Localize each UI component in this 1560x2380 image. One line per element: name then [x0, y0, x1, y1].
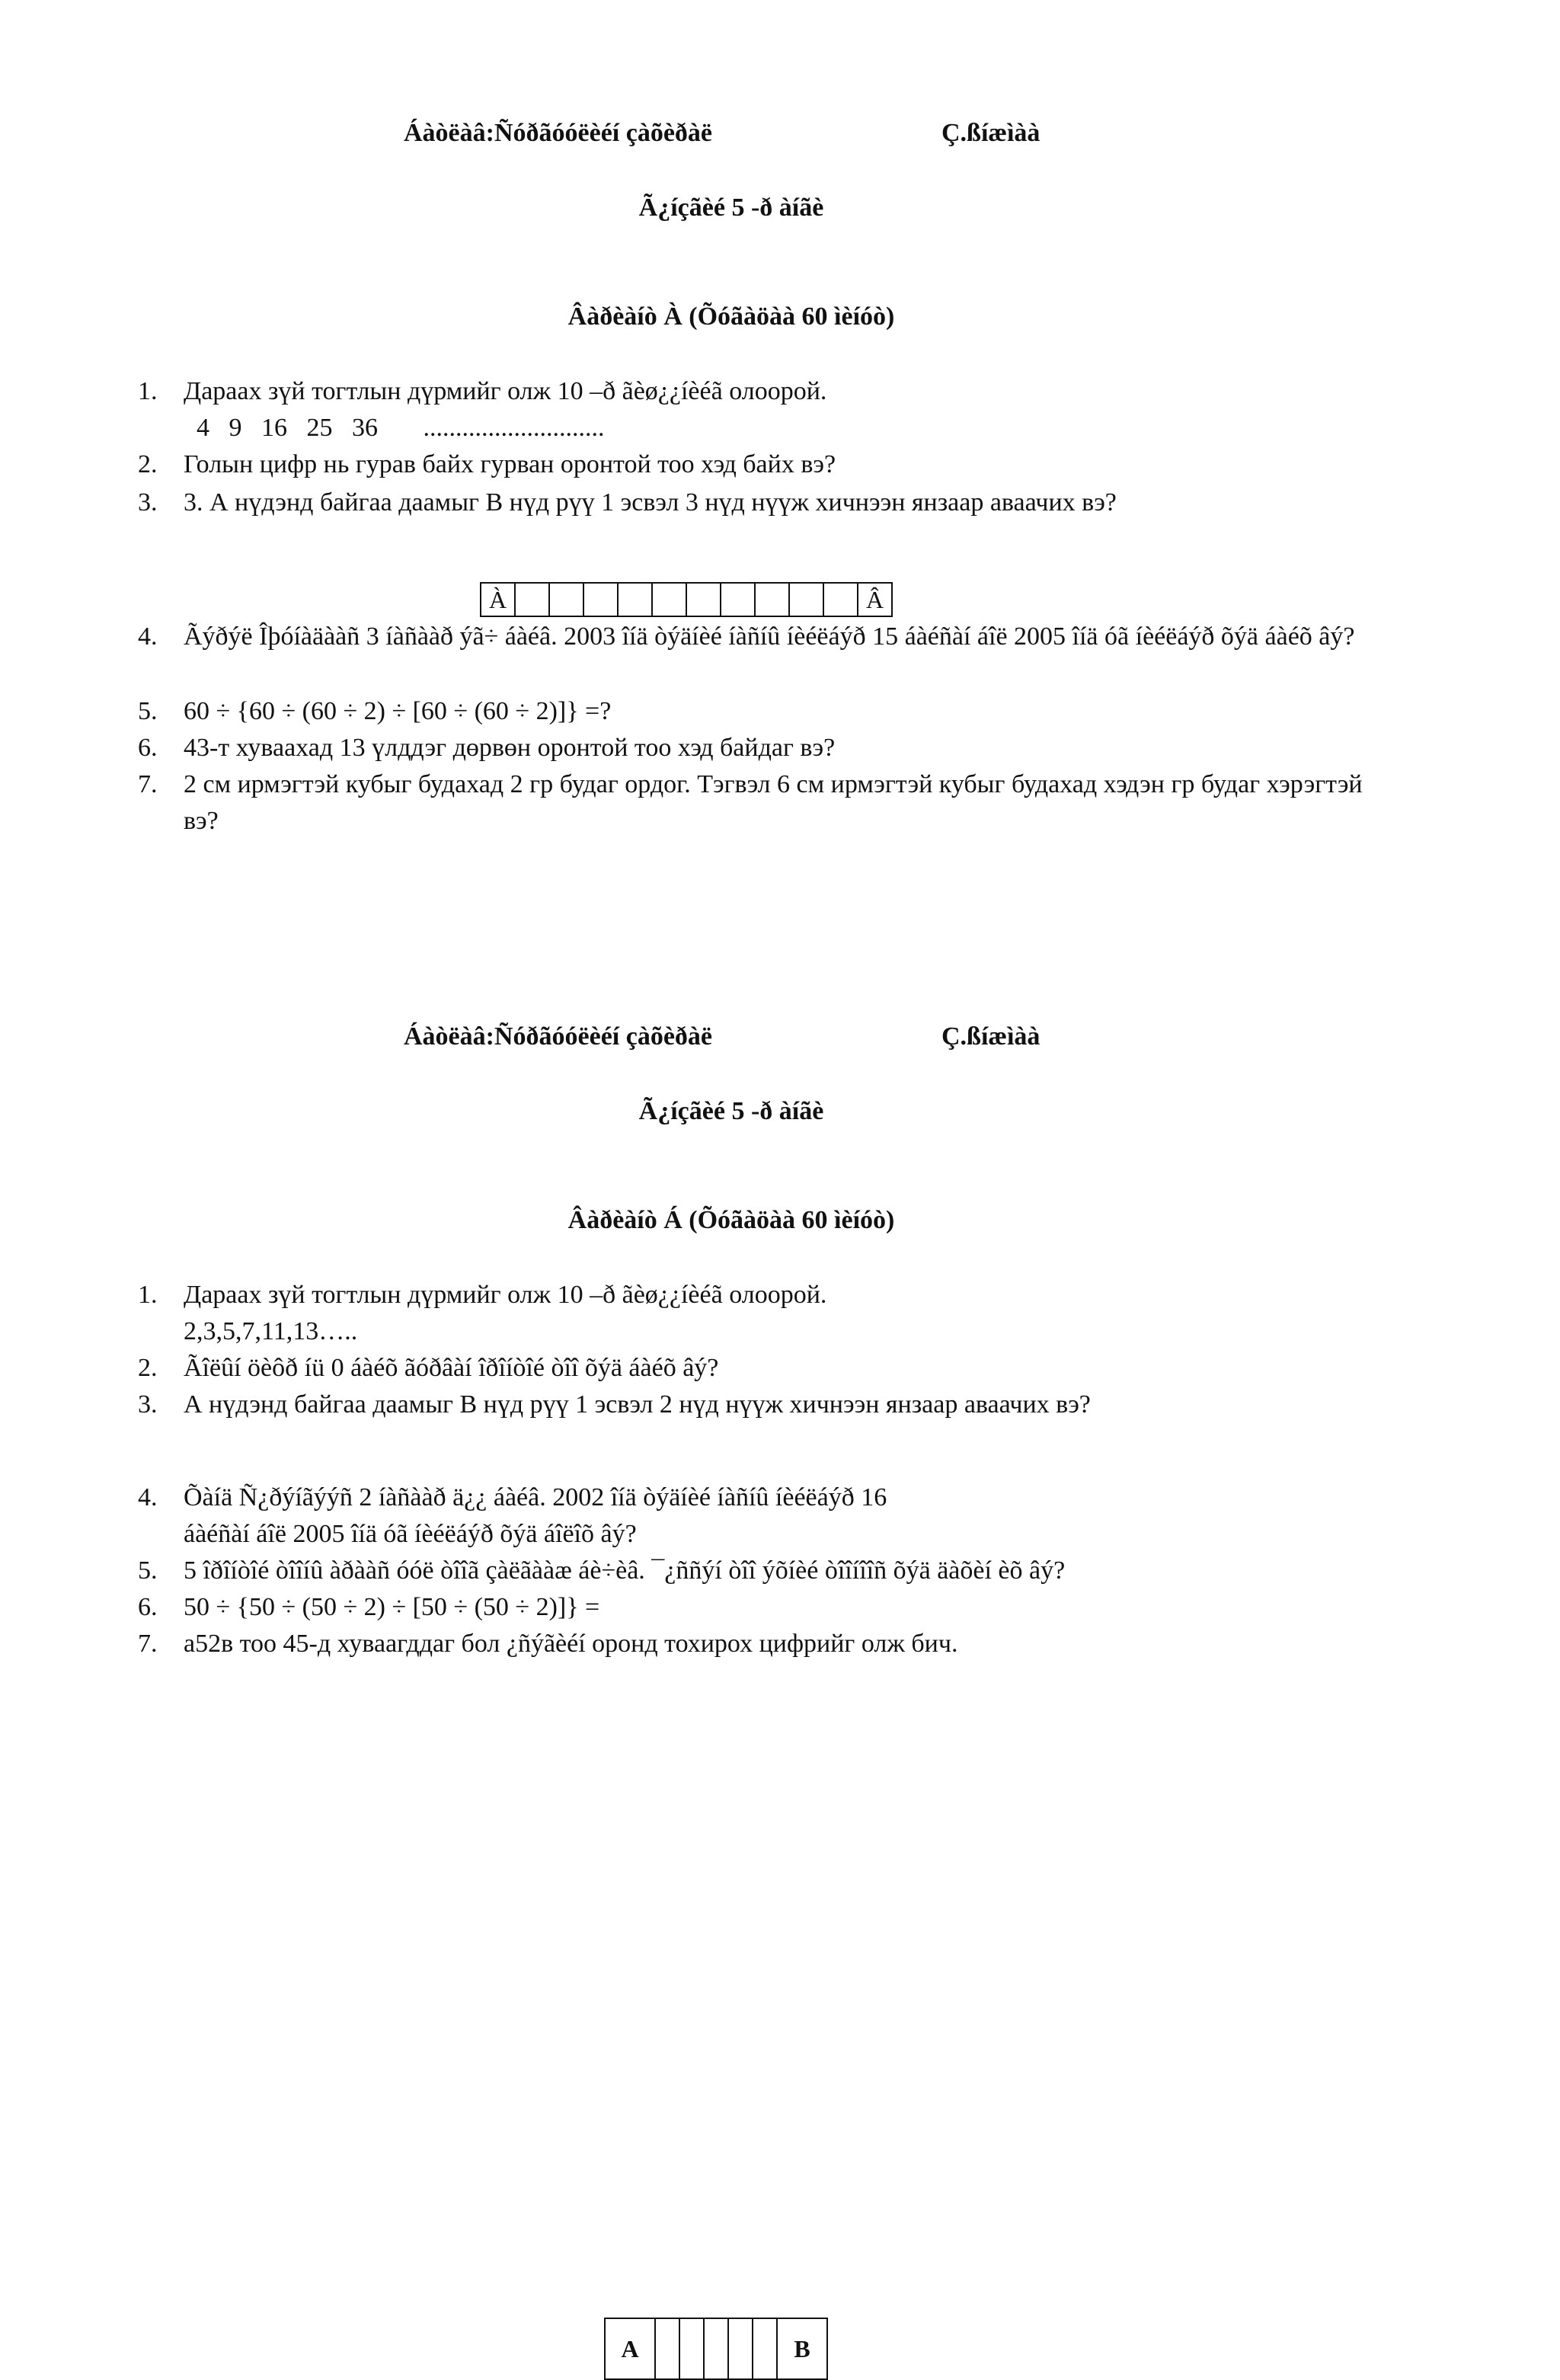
board-cell: [583, 583, 618, 616]
board-cell: [789, 583, 823, 616]
author-name: Ç.ßíæìàà: [941, 119, 1041, 147]
grade-heading: Ã¿íçãèé 5 -ð àíãè: [638, 194, 824, 222]
board-cell-start: A: [605, 2318, 655, 2379]
board-cell: [655, 2318, 679, 2379]
checker-board: [480, 582, 893, 617]
board-cell: [728, 2318, 753, 2379]
number-sequence: 4 9 16 25 36 ............................: [184, 414, 605, 442]
question-number: 1.: [138, 377, 158, 405]
question-number: 5.: [138, 697, 158, 725]
question-number: 3.: [138, 1390, 158, 1419]
question-text: Дараах зүй тогтлын дүрмийг олж 10 –ð ãèø¿¿íèéã олоорой.: [184, 377, 827, 405]
question-text: Õàíä Ñ¿ðýíãýýñ 2 íàñààð ä¿¿ áàéâ. 2002 îíä òýäíèé íàñíû íèéëáýð 16: [184, 1483, 887, 1511]
number-sequence: 2,3,5,7,11,13…..: [184, 1317, 358, 1345]
question-text: 2 см ирмэгтэй кубыг будахад 2 гр будаг ордог. Тэгвэл 6 см ирмэгтэй кубыг будахад хэдэн гр будаг хэрэгтэй вэ?: [184, 770, 1363, 835]
question-number: 7.: [138, 1630, 158, 1658]
board-cell: [652, 583, 686, 616]
checker-board: [604, 2318, 828, 2380]
board-cell: [823, 583, 858, 616]
question-text: 60 ÷ {60 ÷ (60 ÷ 2) ÷ [60 ÷ (60 ÷ 2)]} =?: [184, 697, 612, 725]
question-number: 4.: [138, 622, 158, 651]
school-heading: Áàòëàâ:Ñóðãóóëèéí çàõèðàë: [404, 119, 713, 147]
question-number: 4.: [138, 1483, 158, 1511]
question-text: а52в тоо 45-д хуваагддаг бол ¿ñýãèéí оронд тохирох цифрийг олж бич.: [184, 1630, 958, 1658]
board-cell: [721, 583, 755, 616]
question-text: 3. А нүдэнд байгаа даамыг В нүд рүү 1 эсвэл 3 нүд нүүж хичнээн янзаар аваачих вэ?: [184, 488, 1117, 517]
board-cell-end: B: [777, 2318, 827, 2379]
question-text: 43-т хуваахад 13 үлддэг дөрвөн оронтой тоо хэд байдаг вэ?: [184, 734, 836, 762]
author-name: Ç.ßíæìàà: [941, 1022, 1041, 1051]
question-text: áàéñàí áîë 2005 îíä óã íèéëáýð õýä áîëîõ âý?: [184, 1520, 637, 1548]
question-number: 3.: [138, 488, 158, 517]
question-text: Ãîëûí öèôð íü 0 áàéõ ãóðâàí îðîíòîé òîî õýä áàéõ âý?: [184, 1354, 719, 1382]
question-number: 6.: [138, 1593, 158, 1621]
question-number: 2.: [138, 450, 158, 478]
board-cell: [549, 583, 583, 616]
board-cell-start: À: [481, 583, 515, 616]
question-number: 1.: [138, 1281, 158, 1309]
question-text: Голын цифр нь гурав байх гурван оронтой тоо хэд байх вэ?: [184, 450, 836, 478]
board-cell: [755, 583, 789, 616]
question-text: 5 îðîíòîé òîîíû àðààñ óóë òîîã çàëãààæ áè÷èâ. ¯¿ññýí òîî ýõíèé òîîíîîñ õýä äàõèí èõ âý?: [184, 1556, 1066, 1585]
question-text: 50 ÷ {50 ÷ (50 ÷ 2) ÷ [50 ÷ (50 ÷ 2)]} =: [184, 1593, 600, 1621]
variant-title: Âàðèàíò À (Õóãàöàà 60 ìèíóò): [567, 302, 895, 331]
question-number: 7.: [138, 770, 158, 798]
board-cell: [686, 583, 721, 616]
board-cell: [618, 583, 652, 616]
board-cell: [515, 583, 549, 616]
school-heading: Áàòëàâ:Ñóðãóóëèéí çàõèðàë: [404, 1022, 713, 1051]
question-number: 5.: [138, 1556, 158, 1585]
board-cell-end: Â: [858, 583, 892, 616]
board-cell: [679, 2318, 704, 2379]
question-number: 2.: [138, 1354, 158, 1382]
variant-title: Âàðèàíò Á (Õóãàöàà 60 ìèíóò): [567, 1206, 895, 1234]
board-cell: [753, 2318, 777, 2379]
question-text: Ãýðýë Îþóíàäààñ 3 íàñààð ýã÷ áàéâ. 2003 îíä òýäíèé íàñíû íèéëáýð 15 áàéñàí áîë 2005 îíä óã íèéëáýð õýä áàéõ âý?: [184, 622, 1355, 651]
question-text: Дараах зүй тогтлын дүрмийг олж 10 –ð ãèø¿¿íèéã олоорой.: [184, 1281, 827, 1309]
question-number: 6.: [138, 734, 158, 762]
grade-heading: Ã¿íçãèé 5 -ð àíãè: [638, 1097, 824, 1125]
question-text: А нүдэнд байгаа даамыг В нүд рүү 1 эсвэл 2 нүд нүүж хичнээн янзаар аваачих вэ?: [184, 1390, 1091, 1419]
board-cell: [704, 2318, 728, 2379]
